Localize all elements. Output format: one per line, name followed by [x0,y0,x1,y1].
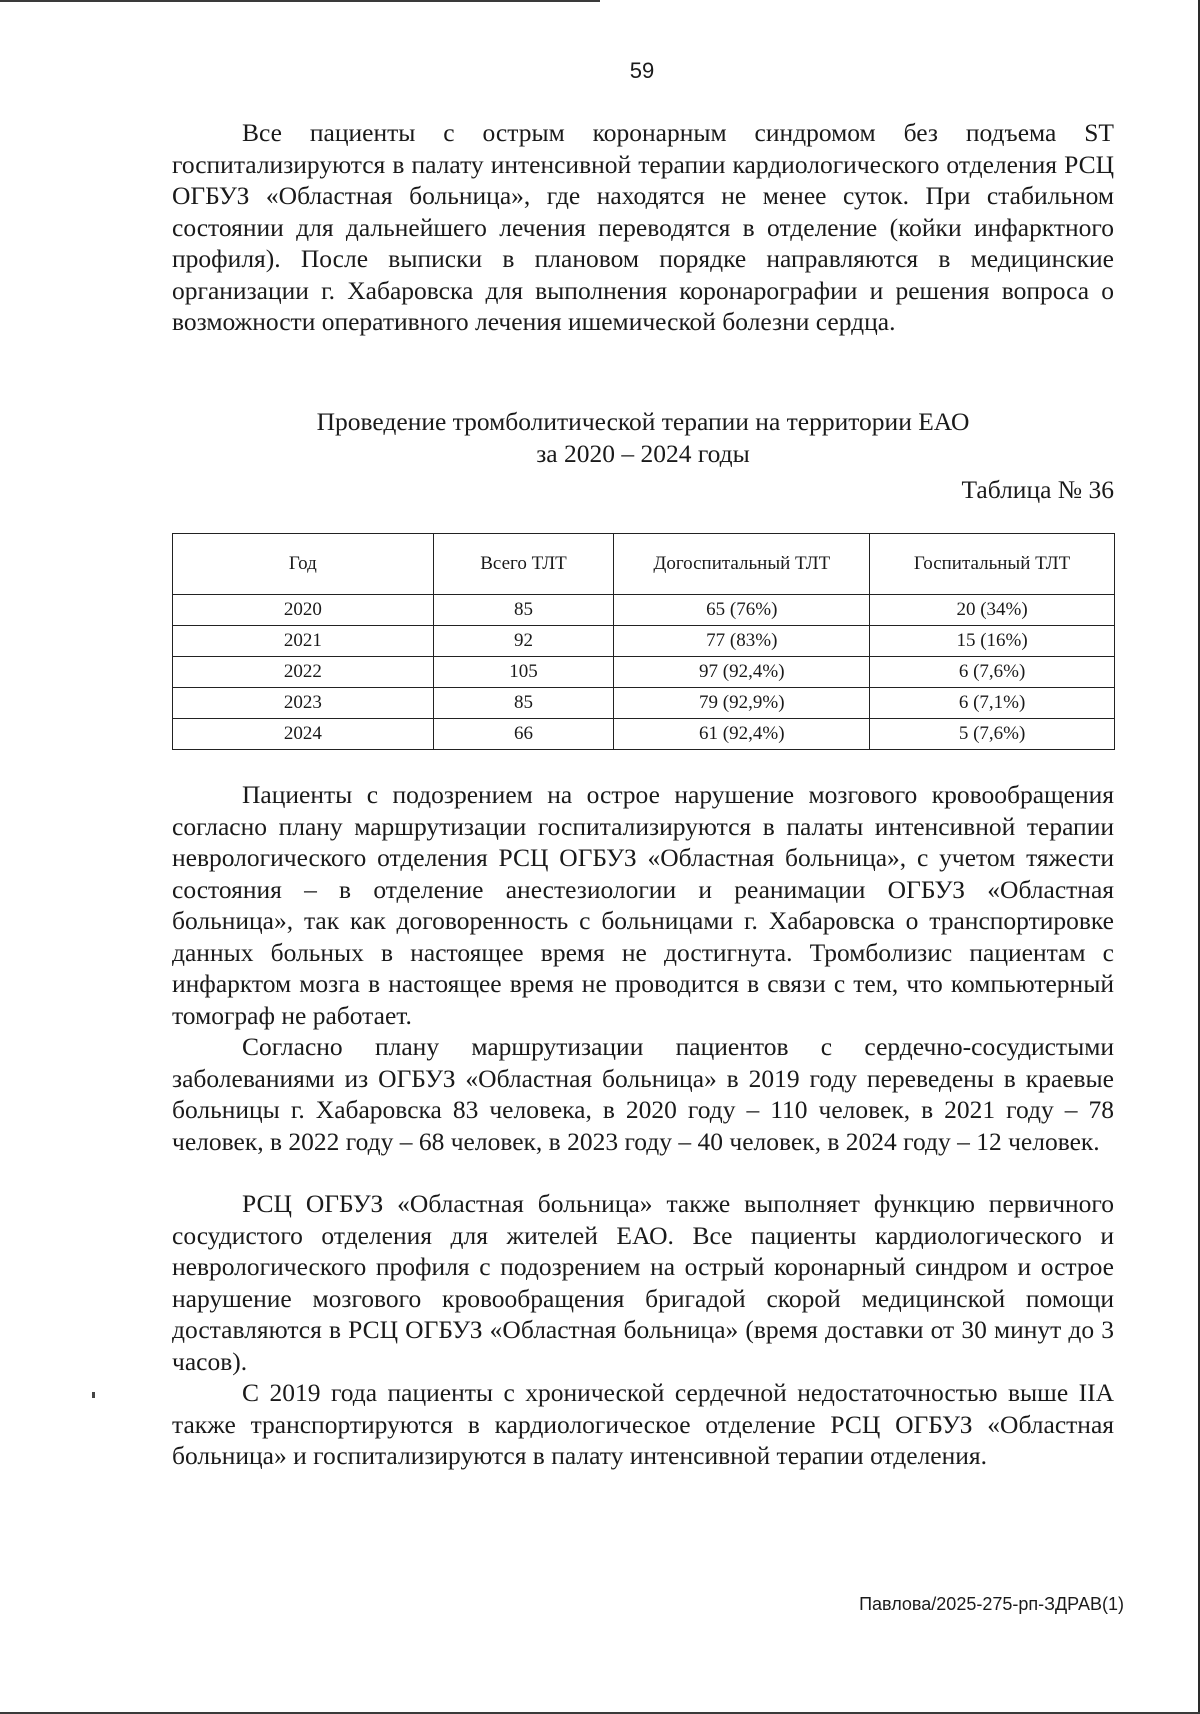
header-year: Год [173,534,434,595]
cell-year: 2024 [173,719,434,750]
page-number: 59 [629,58,655,83]
paragraph-transfers-by-year: Согласно плану маршрутизации пациентов с сердечно-сосудистыми заболеваниями из ОГБУЗ «Областная больница» в 2019 году переведены в краевые больницы г. Хабаровска 83 человека, в 2020 году – 110 человек, в 2021 году – 78 человек, в 2022 году – 68 человек, в 2023 году – 40 человек, в 2024 году – 12 человек. [172,1032,1114,1156]
table-number: Таблица № 36 [961,475,1114,504]
table-row [173,657,1115,688]
cell-hospital: 20 (34%) [870,595,1115,626]
cell-total: 66 [433,719,614,750]
cell-prehospital: 65 (76%) [614,595,870,626]
cell-year: 2022 [173,657,434,688]
cell-total: 105 [433,657,614,688]
cell-total: 85 [433,688,614,719]
cell-year: 2023 [173,688,434,719]
scan-speck [92,1392,95,1398]
paragraph-acs-routing: Все пациенты с острым коронарным синдромом без подъема ST госпитализируются в палату интенсивной терапии кардиологического отделения РСЦ ОГБУЗ «Областная больница», где находятся не менее суток. При стабильном состоянии для дальнейшего лечения переводятся в отделение (койки инфарктного профиля). После выписки в плановом порядке направляются в медицинские организации г. Хабаровска для выполнения коронарографии и решения вопроса о возможности оперативного лечения ишемической болезни сердца. [172,118,1114,336]
cell-total: 85 [433,595,614,626]
header-total: Всего ТЛТ [433,534,614,595]
document-code: Павлова/2025-275-рп-ЗДРАВ(1) [859,1594,1124,1614]
table-title-line1: Проведение тромболитической терапии на территории ЕАО [316,407,970,436]
cell-hospital: 5 (7,6%) [870,719,1115,750]
paragraph-heart-failure: С 2019 года пациенты с хронической сердечной недостаточностью выше IIA также транспортируются в кардиологическое отделение РСЦ ОГБУЗ «Областная больница» и госпитализируются в палату интенсивной терапии отделения. [172,1378,1114,1470]
cell-prehospital: 79 (92,9%) [614,688,870,719]
cell-year: 2021 [173,626,434,657]
paragraph-primary-vascular-unit: РСЦ ОГБУЗ «Областная больница» также выполняет функцию первичного сосудистого отделения для жителей ЕАО. Все пациенты кардиологического и неврологического профиля с подозрением на острый коронарный синдром и острое нарушение мозгового кровообращения бригадой скорой медицинской помощи доставляются в РСЦ ОГБУЗ «Областная больница» (время доставки от 30 минут до 3 часов). [172,1189,1114,1376]
cell-prehospital: 77 (83%) [614,626,870,657]
thrombolysis-table [172,533,1115,750]
table-title [172,406,1114,469]
cell-hospital: 6 (7,6%) [870,657,1115,688]
table-row [173,719,1115,750]
header-hospital: Госпитальный ТЛТ [870,534,1115,595]
scan-edge-top [0,0,600,4]
cell-prehospital: 61 (92,4%) [614,719,870,750]
table-row [173,688,1115,719]
table-title-line2: за 2020 – 2024 годы [536,438,750,468]
cell-year: 2020 [173,595,434,626]
paragraph-stroke-routing: Пациенты с подозрением на острое нарушение мозгового кровообращения согласно плану маршрутизации госпитализируются в палаты интенсивной терапии неврологического отделения РСЦ ОГБУЗ «Областная больница», с учетом тяжести состояния – в отделение анестезиологии и реанимации ОГБУЗ «Областная больница», так как договоренность с больницами г. Хабаровска о транспортировке данных больных в настоящее время не достигнута. Тромболизис пациентам с инфарктом мозга в настоящее время не проводится в связи с тем, что компьютерный томограф не работает. [172,780,1114,1030]
table-header-row [173,534,1115,595]
cell-prehospital: 97 (92,4%) [614,657,870,688]
header-prehospital: Догоспитальный ТЛТ [614,534,870,595]
cell-hospital: 15 (16%) [870,626,1115,657]
cell-hospital: 6 (7,1%) [870,688,1115,719]
table-row [173,595,1115,626]
table-row [173,626,1115,657]
cell-total: 92 [433,626,614,657]
